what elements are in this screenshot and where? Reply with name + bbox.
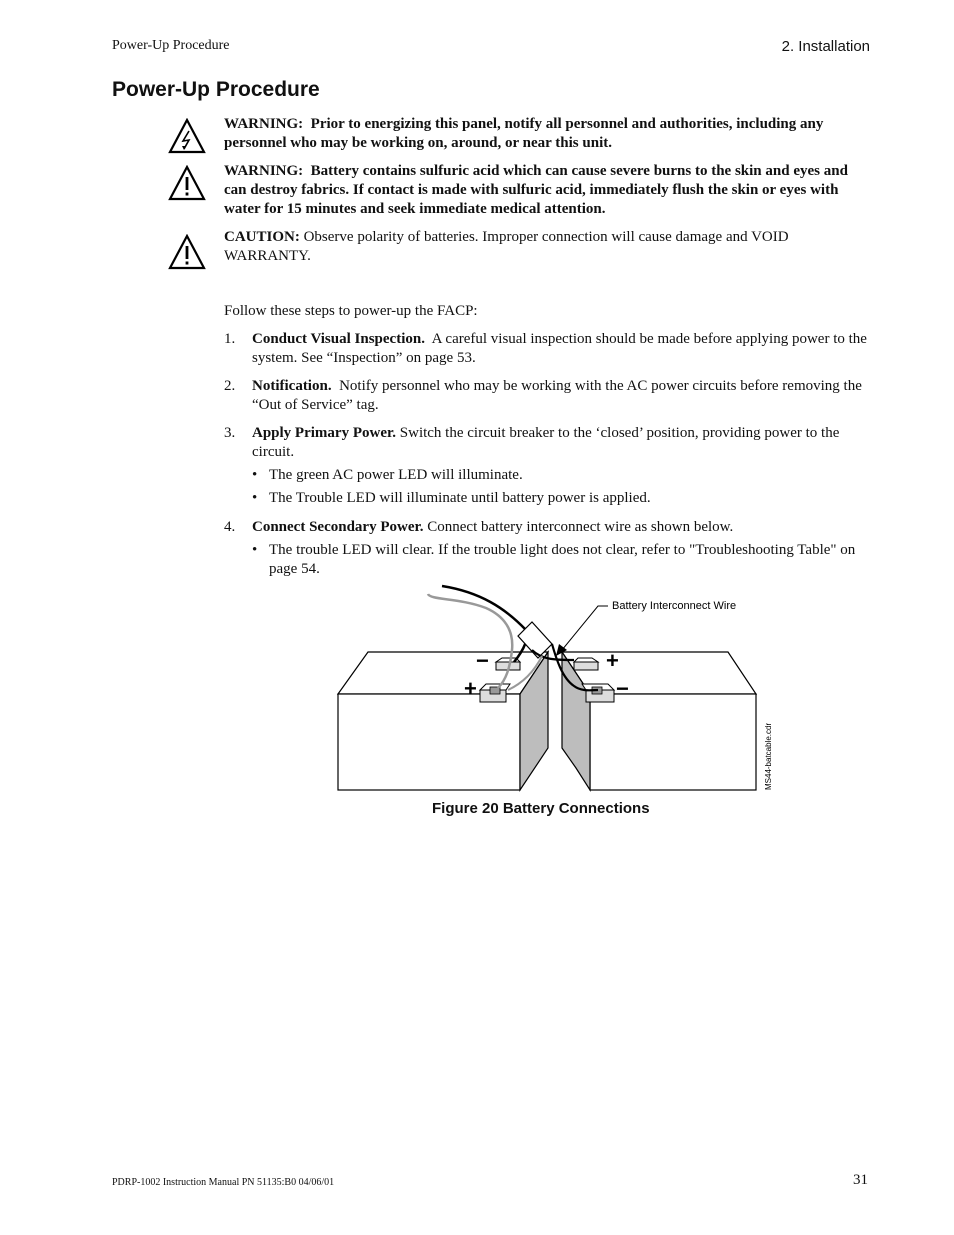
notice-label: WARNING:: [224, 116, 304, 132]
step-title: Apply Primary Power.: [252, 425, 397, 441]
step-text: Connect battery interconnect wire as shown below.: [427, 519, 734, 535]
figure-file-label: MS44-batcable.cdr: [764, 722, 773, 790]
step-3: [224, 424, 870, 462]
callout-label: Battery Interconnect Wire: [612, 600, 737, 612]
step-text: A careful visual inspection should be made before applying power to the system. See “Inspection” on page 53.: [252, 331, 867, 366]
step-number: 2.: [224, 378, 236, 394]
bullet-text: The green AC power LED will illuminate.: [269, 467, 523, 483]
warning-icon: [168, 165, 206, 201]
callout-leader-line: [562, 606, 608, 650]
caution-icon: [168, 234, 206, 270]
notice-2: [224, 162, 874, 219]
plus-symbol: +: [606, 648, 619, 673]
running-header-right: 2. Installation: [781, 38, 870, 55]
notice-3: [224, 228, 874, 266]
footer-document-id: PDRP-1002 Instruction Manual PN 51135:B0 04/06/01: [112, 1177, 335, 1188]
notice-label: WARNING:: [224, 163, 304, 179]
step-text: Switch the circuit breaker to the ‘closed’ position, providing power to the circuit.: [252, 425, 840, 460]
notice-1: [224, 115, 874, 153]
right-positive-terminal: [574, 658, 598, 670]
list-item: • The trouble LED will clear. If the trouble light does not clear, refer to "Troubleshooting Table" on page 54.: [252, 541, 872, 579]
high-voltage-warning-icon: [168, 118, 206, 154]
list-item: • The green AC power LED will illuminate.: [252, 466, 872, 485]
bullet-text: The trouble LED will clear. If the trouble light does not clear, refer to "Troubleshooting Table" on page 54.: [269, 542, 856, 577]
notice-text: Battery contains sulfuric acid which can cause severe burns to the skin and eyes and can destroy fabrics. If contact is made with sulfuric acid, immediately flush the skin or eyes with water for 15 minutes and seek immediate medical attention.: [224, 163, 848, 217]
step-title: Connect Secondary Power.: [252, 519, 424, 535]
notice-text: Prior to energizing this panel, notify all personnel and authorities, including any personnel who may be working on, around, or near this unit.: [224, 116, 824, 151]
intro-text: Follow these steps to power-up the FACP:: [224, 303, 478, 319]
list-item: • The Trouble LED will illuminate until battery power is applied.: [252, 489, 872, 508]
step-1: [224, 330, 870, 368]
notice-text: Observe polarity of batteries. Improper connection will cause damage and VOID WARRANTY.: [224, 229, 789, 264]
step-4: [224, 518, 870, 537]
running-header-left: Power-Up Procedure: [112, 38, 230, 53]
figure-caption: Figure 20 Battery Connections: [432, 800, 650, 817]
battery-connections-figure: [330, 578, 780, 796]
step-title: Conduct Visual Inspection.: [252, 331, 425, 347]
step-title: Notification.: [252, 378, 332, 394]
step-number: 3.: [224, 425, 236, 441]
right-negative-terminal: [582, 684, 614, 702]
right-battery: [562, 652, 756, 790]
minus-symbol: −: [476, 648, 489, 673]
bullet-text: The Trouble LED will illuminate until battery power is applied.: [269, 490, 651, 506]
left-positive-terminal: [480, 684, 510, 702]
step-text: Notify personnel who may be working with the AC power circuits before removing the “Out of Service” tag.: [252, 378, 862, 413]
minus-symbol: −: [616, 676, 629, 701]
notice-label: CAUTION:: [224, 229, 300, 245]
step-number: 1.: [224, 331, 236, 347]
page-number: 31: [853, 1172, 868, 1188]
step-2: [224, 377, 870, 415]
step-number: 4.: [224, 519, 236, 535]
left-battery: [338, 652, 548, 790]
plus-symbol: +: [464, 676, 477, 701]
page-title: Power-Up Procedure: [112, 78, 320, 101]
